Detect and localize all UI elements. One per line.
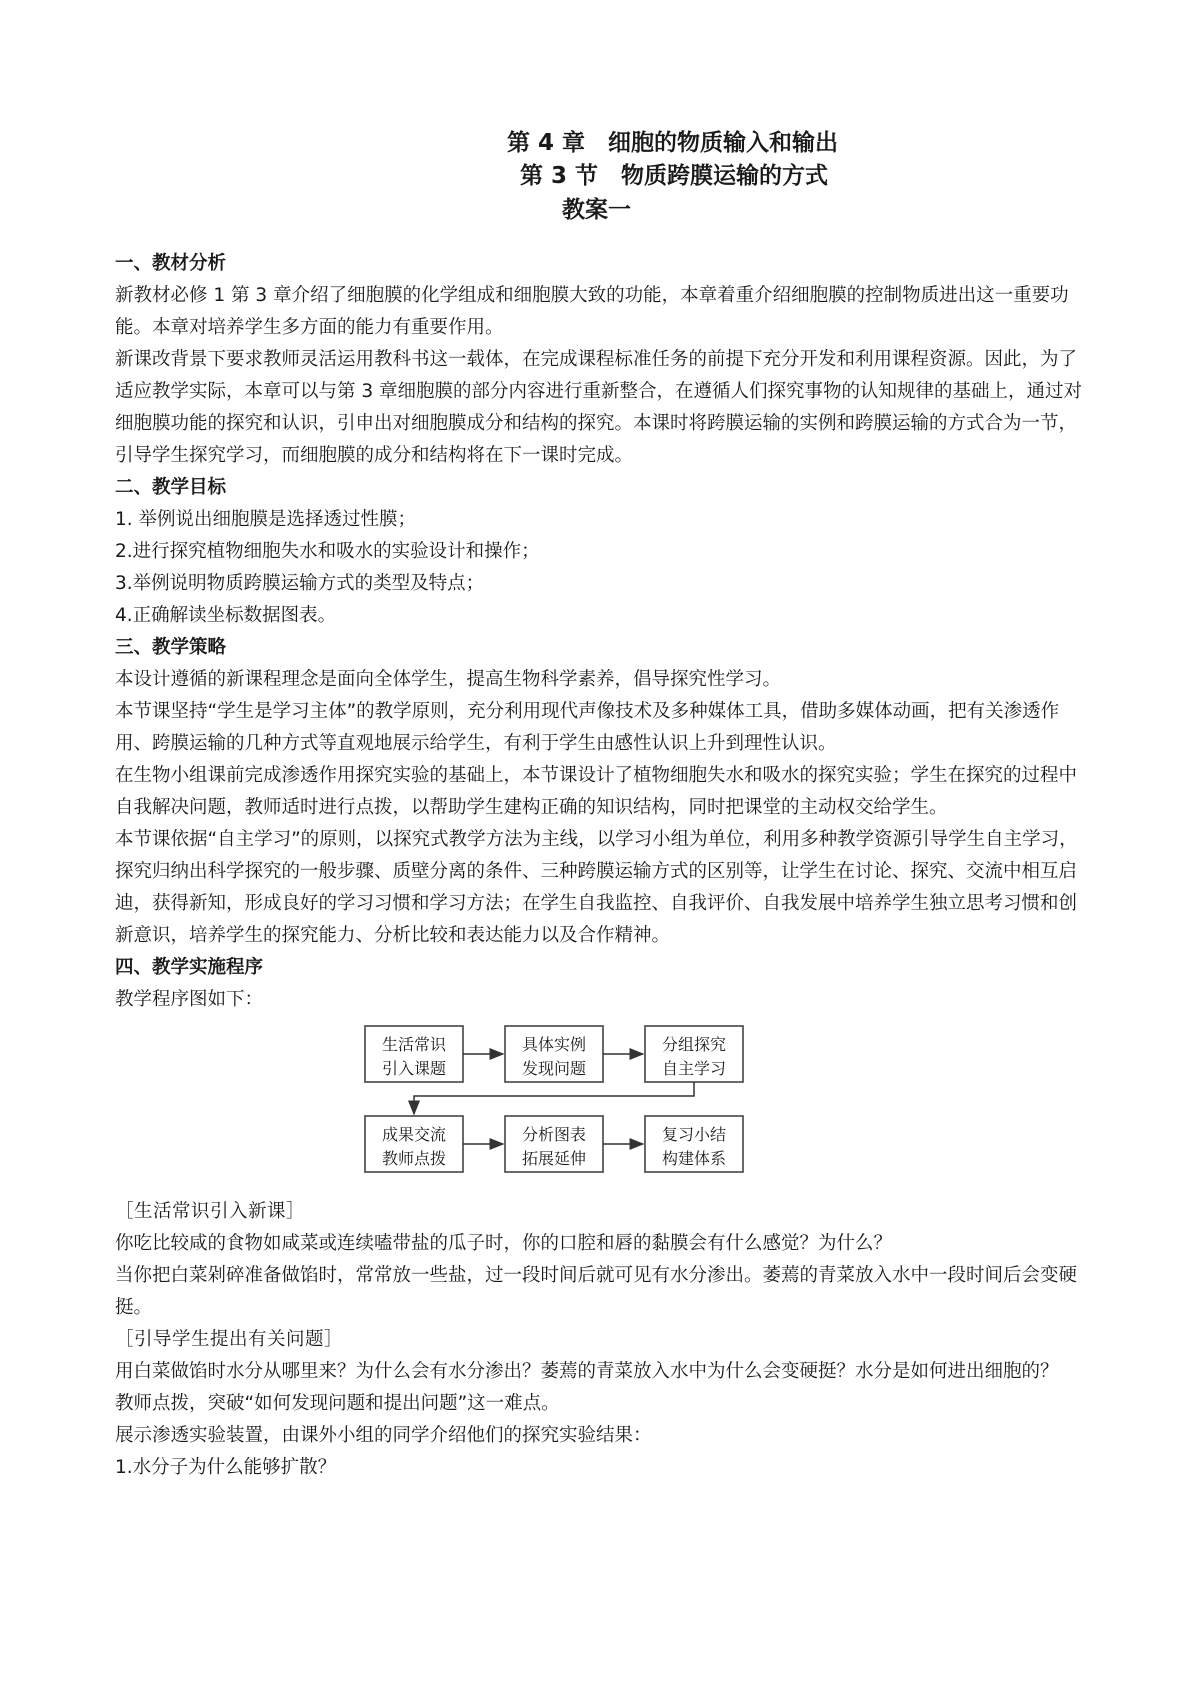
paragraph: 本节课依据“自主学习”的原则，以探究式教学方法为主线，以学习小组为单位，利用多种教学资源引导学生自主学习，探究归纳出科学探究的一般步骤、质壁分离的条件、三种跨膜运输方式的区别等，让学生在讨论、探究、交流中相互启迪，获得新知，形成良好的学习习惯和学习方法；在学生自我监控、自我评价、自我发展中培养学生独立思考习惯和创新意识，培养学生的探究能力、分析比较和表达能力以及合作精神。 bbox=[115, 829, 1078, 946]
flow-box-5-line2: 拓展延伸 bbox=[521, 1149, 587, 1168]
teaching-flow-diagram bbox=[115, 1016, 1090, 1196]
flow-box-6-line2: 构建体系 bbox=[661, 1149, 727, 1168]
chapter-title: 第 4 章 细胞的物质输入和输出 bbox=[507, 130, 839, 156]
section-heading-1: 一、教材分析 bbox=[115, 253, 227, 274]
paragraph: 展示渗透实验装置，由课外小组的同学介绍他们的探究实验结果： bbox=[115, 1425, 652, 1446]
flow-box-1-line2: 引入课题 bbox=[381, 1059, 447, 1078]
paragraph: 你吃比较咸的食物如咸菜或连续嗑带盐的瓜子时，你的口腔和唇的黏膜会有什么感觉？为什么？ bbox=[115, 1233, 893, 1254]
document-body bbox=[115, 248, 1090, 1484]
flow-box-5 bbox=[505, 1116, 603, 1172]
paragraph: 用白菜做馅时水分从哪里来？为什么会有水分渗出？萎蔫的青菜放入水中为什么会变硬挺？水分是如何进出细胞的？ bbox=[115, 1361, 1059, 1382]
flow-box-3-line1: 分组探究 bbox=[661, 1035, 727, 1054]
flow-box-2-line2: 发现问题 bbox=[521, 1059, 587, 1078]
flow-box-5-line1: 分析图表 bbox=[521, 1125, 587, 1144]
flow-box-1 bbox=[365, 1026, 463, 1082]
paragraph: 新课改背景下要求教师灵活运用教科书这一载体，在完成课程标准任务的前提下充分开发和利用课程资源。因此，为了适应教学实际，本章可以与第 3 章细胞膜的部分内容进行重新整合，在遵循人们探究事物的认知规律的基础上，通过对细胞膜功能的探究和认识，引申出对细胞膜成分和结构的探究。本课时将跨膜运输的实例和跨膜运输的方式合为一节，引导学生探究学习，而细胞膜的成分和结构将在下一课时完成。 bbox=[115, 349, 1083, 466]
section-heading-4: 四、教学实施程序 bbox=[115, 957, 264, 978]
paragraph: 本设计遵循的新课程理念是面向全体学生，提高生物科学素养，倡导探究性学习。 bbox=[115, 669, 782, 690]
paragraph: 新教材必修 1 第 3 章介绍了细胞膜的化学组成和细胞膜大致的功能，本章着重介绍细胞膜的控制物质进出这一重要功能。本章对培养学生多方面的能力有重要作用。 bbox=[115, 285, 1069, 338]
flow-box-6-line1: 复习小结 bbox=[661, 1125, 727, 1144]
objective-item: 2.进行探究植物细胞失水和吸水的实验设计和操作； bbox=[115, 541, 540, 562]
section-heading-3: 三、教学策略 bbox=[115, 637, 227, 658]
objective-item: 1. 举例说出细胞膜是选择透过性膜； bbox=[115, 509, 417, 530]
paragraph: 当你把白菜剁碎准备做馅时，常常放一些盐，过一段时间后就可见有水分渗出。萎蔫的青菜放入水中一段时间后会变硬挺。 bbox=[115, 1265, 1078, 1318]
flow-box-2 bbox=[505, 1026, 603, 1082]
flow-connector-arrow bbox=[414, 1082, 694, 1114]
objective-item: 4.正确解读坐标数据图表。 bbox=[115, 605, 337, 626]
paragraph: 教学程序图如下： bbox=[115, 989, 264, 1010]
paragraph: 1.水分子为什么能够扩散？ bbox=[115, 1457, 337, 1478]
flow-box-3-line2: 自主学习 bbox=[661, 1059, 727, 1078]
flow-box-3 bbox=[645, 1026, 743, 1082]
flow-box-2-line1: 具体实例 bbox=[521, 1035, 587, 1054]
subsection-label: ［引导学生提出有关问题］ bbox=[115, 1329, 344, 1350]
section-title: 第 3 节 物质跨膜运输的方式 bbox=[520, 163, 829, 189]
flow-box-4-line2: 教师点拨 bbox=[381, 1149, 447, 1168]
paragraph: 教师点拨，突破“如何发现问题和提出问题”这一难点。 bbox=[115, 1393, 560, 1414]
flow-box-6 bbox=[645, 1116, 743, 1172]
paragraph: 本节课坚持“学生是学习主体”的教学原则，充分利用现代声像技术及多种媒体工具，借助多媒体动画，把有关渗透作用、跨膜运输的几种方式等直观地展示给学生，有利于学生由感性认识上升到理性认识。 bbox=[115, 701, 1060, 754]
flow-box-4-line1: 成果交流 bbox=[381, 1125, 447, 1144]
subsection-label: ［生活常识引入新课］ bbox=[115, 1201, 306, 1222]
paragraph: 在生物小组课前完成渗透作用探究实验的基础上，本节课设计了植物细胞失水和吸水的探究实验；学生在探究的过程中自我解决问题，教师适时进行点拨，以帮助学生建构正确的知识结构，同时把课堂的主动权交给学生。 bbox=[115, 765, 1078, 818]
objective-item: 3.举例说明物质跨膜运输方式的类型及特点； bbox=[115, 573, 485, 594]
section-heading-2: 二、教学目标 bbox=[115, 477, 227, 498]
flow-box-4 bbox=[365, 1116, 463, 1172]
flow-diagram-svg bbox=[115, 1016, 1090, 1196]
lesson-plan-title: 教案一 bbox=[562, 197, 631, 223]
flow-box-1-line1: 生活常识 bbox=[381, 1035, 447, 1054]
